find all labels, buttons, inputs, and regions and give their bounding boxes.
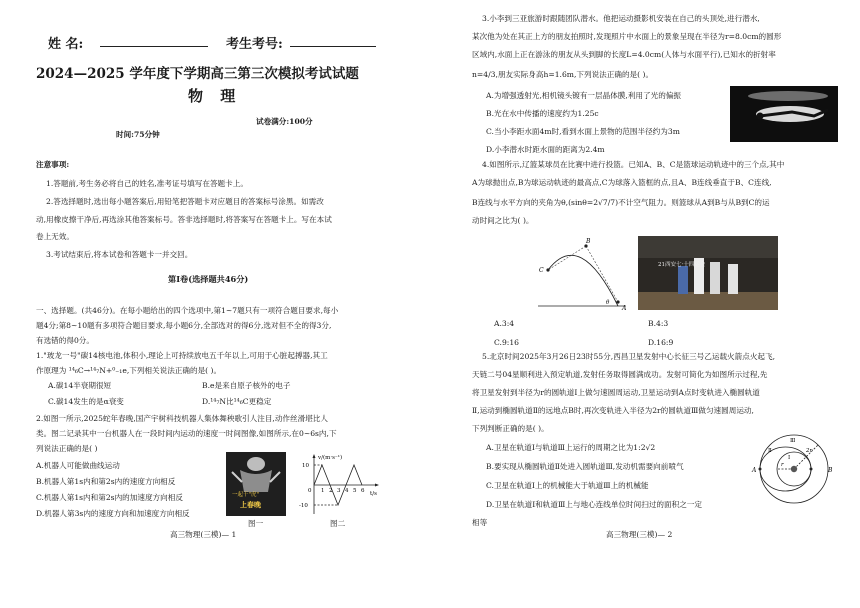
- q3-stem: 某次他为处在其正上方的朋友拍照时,发现照片中水面上的景象呈现在半径为r=8.0cm的圆形: [472, 32, 782, 41]
- q2-option-c[interactable]: C.机器人第1s内和第2s内的加速度方向相反: [36, 493, 183, 502]
- q2-stem: 2.如图一所示,2025蛇年春晚,国产宇树科技机器人集体舞秧歌引人注目,动作丝滑堪比人: [36, 414, 328, 423]
- q5-option-a[interactable]: A.卫星在轨道Ⅰ与轨道Ⅲ上运行的周期之比为1:2√2: [486, 443, 656, 452]
- graph-x-tick: 3: [337, 488, 341, 494]
- exam-number-label: 考生考号:: [226, 37, 283, 52]
- q1-option-a[interactable]: A.碳14半衰期很短: [48, 381, 112, 390]
- q3-option-b[interactable]: B.光在水中传播的速度约为1.25c: [486, 109, 599, 118]
- graph-y-tick: 10: [302, 463, 309, 469]
- robot-photo: [226, 452, 286, 516]
- q1-stem: 作原理为 ¹⁴₆C→¹⁴₇N+⁰₋₁e,下列相关说法正确的是( )。: [36, 366, 222, 375]
- q3-option-a[interactable]: A.为增强透射光,相机镜头镀有一层晶体膜,利用了光的偏振: [486, 91, 681, 100]
- right-page: [430, 0, 860, 608]
- q4-option-a[interactable]: A.3:4: [494, 319, 515, 328]
- q5-stem: 天链二号04星顺利进入预定轨道,发射任务取得圆满成功。发射可简化为如图所示过程,先: [472, 370, 768, 379]
- q2-stem: 类。图二记录其中一台机器人在一段时间内运动的速度一时间图像,如图所示,在0~6s内,下: [36, 429, 337, 438]
- basketball-players-icon: [638, 236, 778, 310]
- name-label: 姓 名:: [48, 37, 84, 52]
- full-score: 试卷满分:100分: [256, 117, 313, 126]
- q3-stem: 区域内,水面上正在游泳的朋友从头到脚的长度L=4.0cm(人体与水面平行),已知水的折射率: [472, 50, 776, 59]
- graph-x-tick: 2: [329, 488, 333, 494]
- trajectory-diagram: [534, 236, 630, 312]
- basketball-photo: [638, 236, 778, 310]
- q5-stem: 下列判断正确的是( )。: [472, 424, 549, 433]
- orbit-point-b-label: B: [828, 467, 833, 474]
- section-title: 第Ⅰ卷(选择题共46分): [168, 274, 249, 284]
- photo-caption-line: 上春晚: [240, 500, 261, 509]
- graph-x-label: t/s: [370, 491, 377, 497]
- graph-y-tick: -10: [299, 503, 308, 509]
- q3-option-c[interactable]: C.当小李距水面4m时,看到水面上景物的范围半径约为3m: [486, 127, 680, 136]
- notes-title: 注意事项:: [36, 160, 70, 169]
- orbit-diagram: [748, 432, 840, 506]
- exam-title: 2024—2025 学年度下学期高三第三次模拟考试试题: [36, 66, 359, 82]
- velocity-time-graph: [296, 452, 380, 518]
- q4-option-b[interactable]: B.4:3: [648, 319, 669, 328]
- note-line: 卷上无效。: [36, 232, 74, 241]
- graph-y-label: v/(m·s⁻¹): [318, 455, 343, 461]
- q5-stem: Ⅱ,运动到椭圆轨道Ⅱ的远地点B时,再次变轨进入半径为2r的圆轨道Ⅲ做匀速圆周运动,: [472, 406, 754, 415]
- q3-option-d[interactable]: D.小李潜水时距水面的距离为2.4m: [486, 145, 605, 154]
- q1-option-d[interactable]: D.¹⁴₇N比¹⁴₆C更稳定: [202, 397, 272, 406]
- q1-option-b[interactable]: B.e是来自原子核外的电子: [202, 381, 291, 390]
- orbit-iii-label: Ⅲ: [790, 438, 796, 444]
- q2-stem: 列说法正确的是( ): [36, 444, 98, 453]
- theta-label: θ: [606, 300, 610, 306]
- q3-stem: n=4/3,朋友实际身高h=1.6m,下列说法正确的是( )。: [472, 70, 654, 79]
- note-line: 2.答选择题时,选出每小题答案后,用铅笔把答题卡对应题目的答案标号涂黑。如需改: [46, 197, 324, 206]
- q5-option-b[interactable]: B.要实现从椭圆轨道Ⅱ处进入圆轨道Ⅲ,发动机需要向前喷气: [486, 462, 684, 471]
- note-line: 3.考试结束后,将本试卷和答题卡一并交回。: [46, 250, 193, 259]
- point-c-label: C: [539, 267, 544, 274]
- q1-stem: 1."玻龙一号"碳14核电池,体积小,理论上可持续放电五千年以上,可用于心脏起搏器,其工: [36, 351, 328, 360]
- q4-stem: 动时间之比为( )。: [472, 216, 534, 225]
- graph-x-tick: 4: [345, 488, 349, 494]
- orbit-i-label: Ⅰ: [788, 455, 791, 461]
- q5-option-c[interactable]: C.卫星在轨道Ⅰ上的机械能大于轨道Ⅲ上的机械能: [486, 481, 649, 490]
- q5-option-d-continued: 相等: [472, 518, 488, 527]
- orbit-ii-label: Ⅱ: [768, 448, 772, 454]
- note-line: 1.答题前,考生务必将自己的姓名,准考证号填写在答题卡上。: [46, 179, 248, 188]
- orbit-radius-2r-label: 2r: [806, 448, 813, 454]
- page-footer: 高三物理(三模)— 2: [606, 530, 673, 539]
- diver-silhouette-icon: [730, 86, 838, 142]
- graph-x-tick: 1: [321, 488, 325, 494]
- q2-option-d[interactable]: D.机器人第3s内的速度方向和加速度方向相反: [36, 509, 190, 518]
- point-a-label: A: [622, 305, 627, 312]
- intro-line: 一、选择题。(共46分)。在每小题给出的四个选项中,第1~7题只有一项符合题目要求,每小: [36, 306, 339, 315]
- q4-stem: A为球抛出点,B为球运动轨迹的最高点,C为球落入篮框的点,且A、B连线垂直于B、C连线,: [472, 178, 772, 187]
- orbit-point-a-label: A: [752, 467, 757, 474]
- page-footer: 高三物理(三模)— 1: [170, 530, 237, 539]
- name-field[interactable]: [100, 46, 208, 47]
- q2-option-a[interactable]: A.机器人可能做曲线运动: [36, 461, 120, 470]
- note-line: 动,用橡皮擦干净后,再选涂其他答案标号。答非选择题时,将答案写在答题卡上。写在本试: [36, 215, 332, 224]
- point-b-label: B: [586, 238, 591, 245]
- q5-option-d[interactable]: D.卫星在轨道Ⅰ和轨道Ⅲ上与地心连线单位时间扫过的面积之一定: [486, 500, 702, 509]
- figure-1-caption: 图一: [248, 519, 264, 528]
- q5-stem: 将卫星发射到半径为r的圆轨道Ⅰ上做匀速圆周运动,卫星运动到A点时变轨进入椭圆轨道: [472, 388, 760, 397]
- graph-x-tick: 5: [353, 488, 357, 494]
- orbit-radius-r-label: r: [781, 462, 784, 468]
- intro-line: 题4分;第8~10题有多项符合题目要求,每小题6分,全部选对的得6分,选对但不全的得3分,: [36, 321, 332, 330]
- photo-banner-text: 21西安七·十四运会: [658, 262, 706, 268]
- exam-number-field[interactable]: [290, 46, 376, 47]
- q4-stem: B连线与水平方向的夹角为θ,(sinθ=2√7/7)不计空气阻力。则篮球从A到B与从B到C的运: [472, 198, 770, 207]
- q1-option-c[interactable]: C.碳14发生的是α衰变: [48, 397, 124, 406]
- q4-option-c[interactable]: C.9:16: [494, 338, 520, 347]
- q2-option-b[interactable]: B.机器人第1s内和第2s内的速度方向相反: [36, 477, 176, 486]
- exam-time: 时间:75分钟: [116, 130, 160, 139]
- photo-caption-line: 一起干"虎": [232, 492, 260, 498]
- graph-x-tick: 0: [308, 488, 312, 494]
- figure-2-caption: 图二: [330, 519, 346, 528]
- q3-stem: 3.小李到三亚旅游时跟随团队潜水。他把运动摄影机安装在自己的头顶处,进行潜水,: [482, 14, 760, 23]
- q4-option-d[interactable]: D.16:9: [648, 338, 674, 347]
- diver-photo: [730, 86, 838, 142]
- intro-line: 有选错的得0分。: [36, 336, 94, 345]
- q4-stem: 4.如图所示,辽篮某球员在比赛中进行投篮。已知A、B、C是篮球运动轨迹中的三个点,其中: [482, 160, 785, 169]
- graph-x-tick: 6: [361, 488, 365, 494]
- subject-title: 物 理: [188, 87, 242, 105]
- q5-stem: 5.北京时间2025年3月26日23时55分,西昌卫星发射中心长征三号乙运载火箭点火起飞,: [482, 352, 776, 361]
